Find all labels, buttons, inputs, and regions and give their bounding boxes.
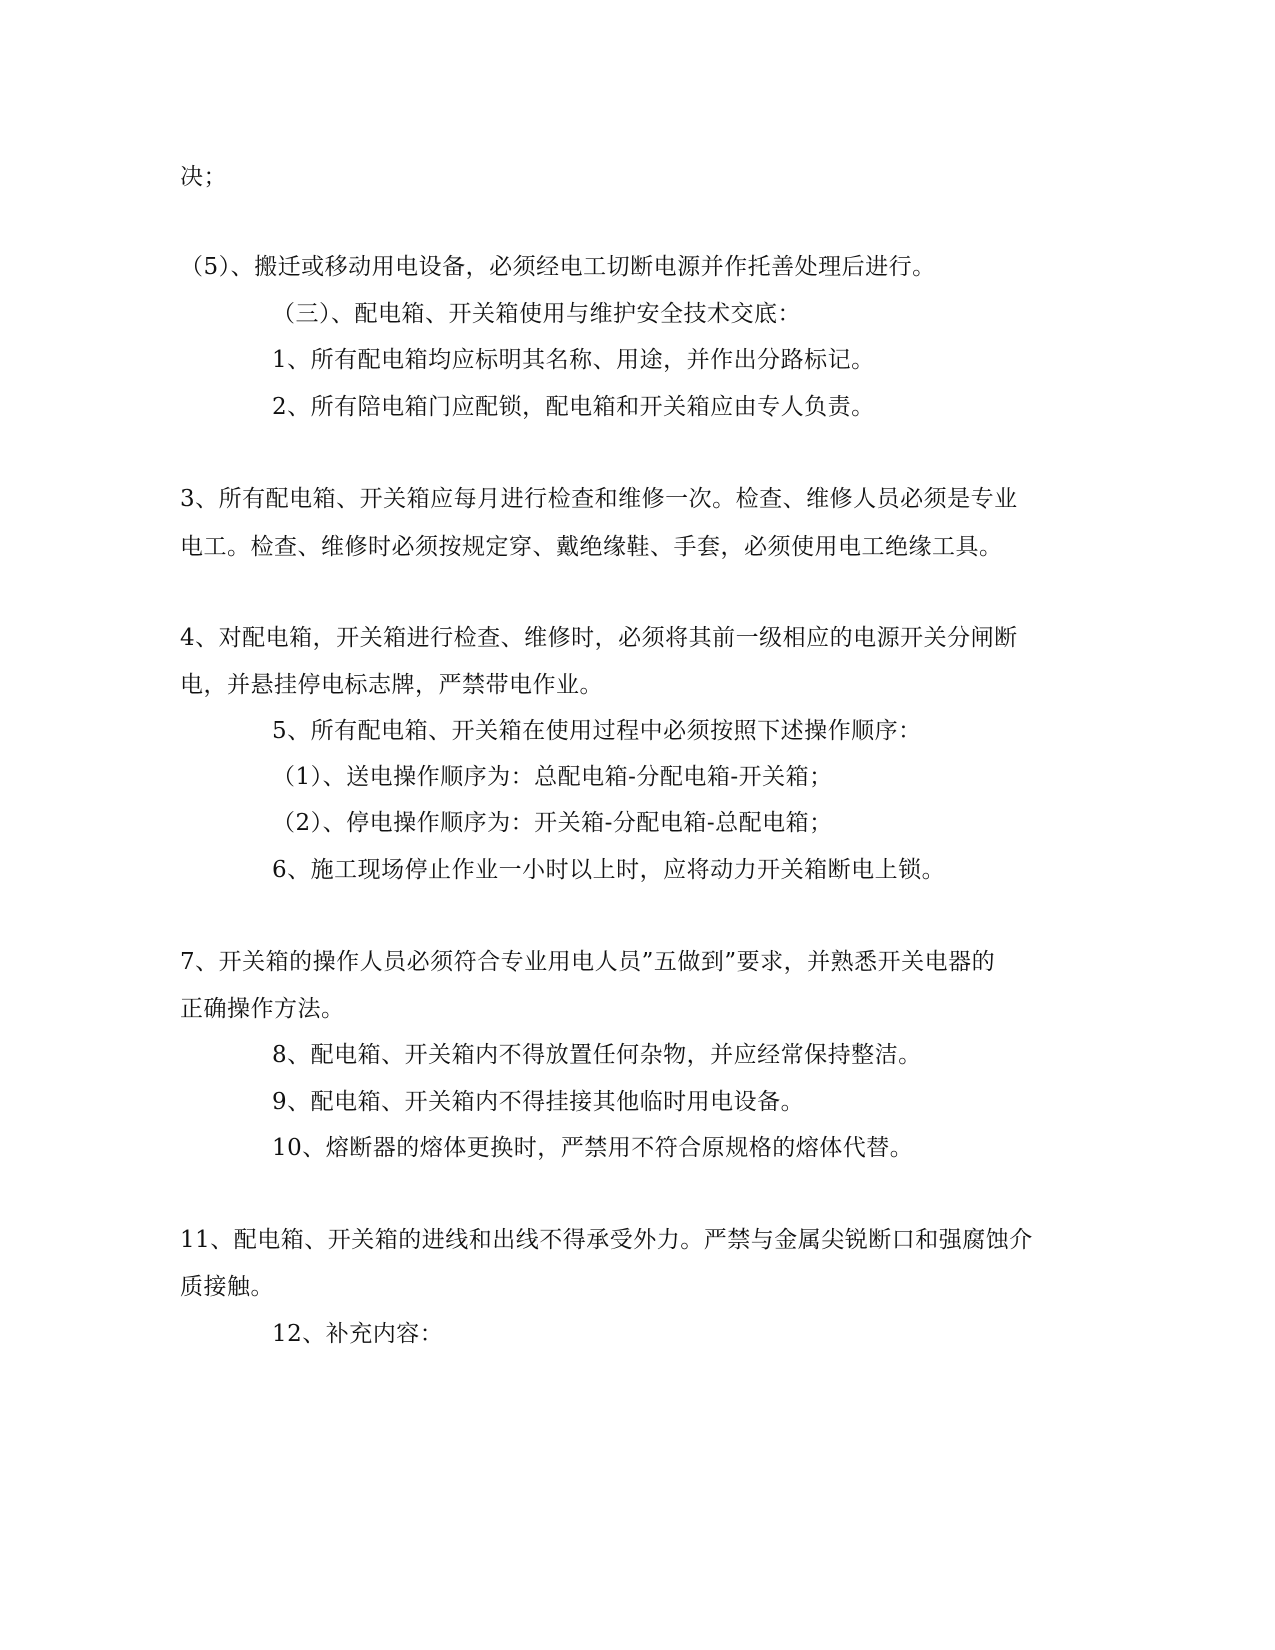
text-line: 11、配电箱、开关箱的进线和出线不得承受外力。严禁与金属尖锐断口和强腐蚀介 [180, 1227, 1033, 1253]
text-line: 2、所有陪电箱门应配锁，配电箱和开关箱应由专人负责。 [272, 394, 875, 420]
text-line: 电工。检查、维修时必须按规定穿、戴绝缘鞋、手套，必须使用电工绝缘工具。 [180, 534, 1003, 560]
text-line: 质接触。 [180, 1274, 274, 1300]
text-line: 决； [180, 164, 227, 190]
text-line: （1）、送电操作顺序为：总配电箱-分配电箱-开关箱； [272, 764, 833, 790]
text-line: 7、开关箱的操作人员必须符合专业用电人员”五做到”要求，并熟悉开关电器的 [180, 949, 996, 975]
text-line: 10、熔断器的熔体更换时，严禁用不符合原规格的熔体代替。 [272, 1135, 914, 1161]
text-line: 8、配电箱、开关箱内不得放置任何杂物，并应经常保持整洁。 [272, 1042, 922, 1068]
text-line: 9、配电箱、开关箱内不得挂接其他临时用电设备。 [272, 1089, 805, 1115]
text-line: 5、所有配电箱、开关箱在使用过程中必须按照下述操作顺序： [272, 718, 922, 744]
text-line: 电，并悬挂停电标志牌，严禁带电作业。 [180, 672, 603, 698]
text-line: 4、对配电箱，开关箱进行检查、维修时，必须将其前一级相应的电源开关分闸断 [180, 625, 1018, 651]
text-line: （2）、停电操作顺序为：开关箱-分配电箱-总配电箱； [272, 810, 833, 836]
text-line: 6、施工现场停止作业一小时以上时，应将动力开关箱断电上锁。 [272, 857, 946, 883]
text-line: 12、补充内容： [272, 1321, 444, 1347]
text-line: （5）、搬迁或移动用电设备，必须经电工切断电源并作托善处理后进行。 [180, 254, 936, 280]
text-line: 正确操作方法。 [180, 996, 345, 1022]
section-heading: （三）、配电箱、开关箱使用与维护安全技术交底： [272, 301, 801, 327]
text-line: 3、所有配电箱、开关箱应每月进行检查和维修一次。检查、维修人员必须是专业 [180, 486, 1018, 512]
text-line: 1、所有配电箱均应标明其名称、用途，并作出分路标记。 [272, 347, 875, 373]
